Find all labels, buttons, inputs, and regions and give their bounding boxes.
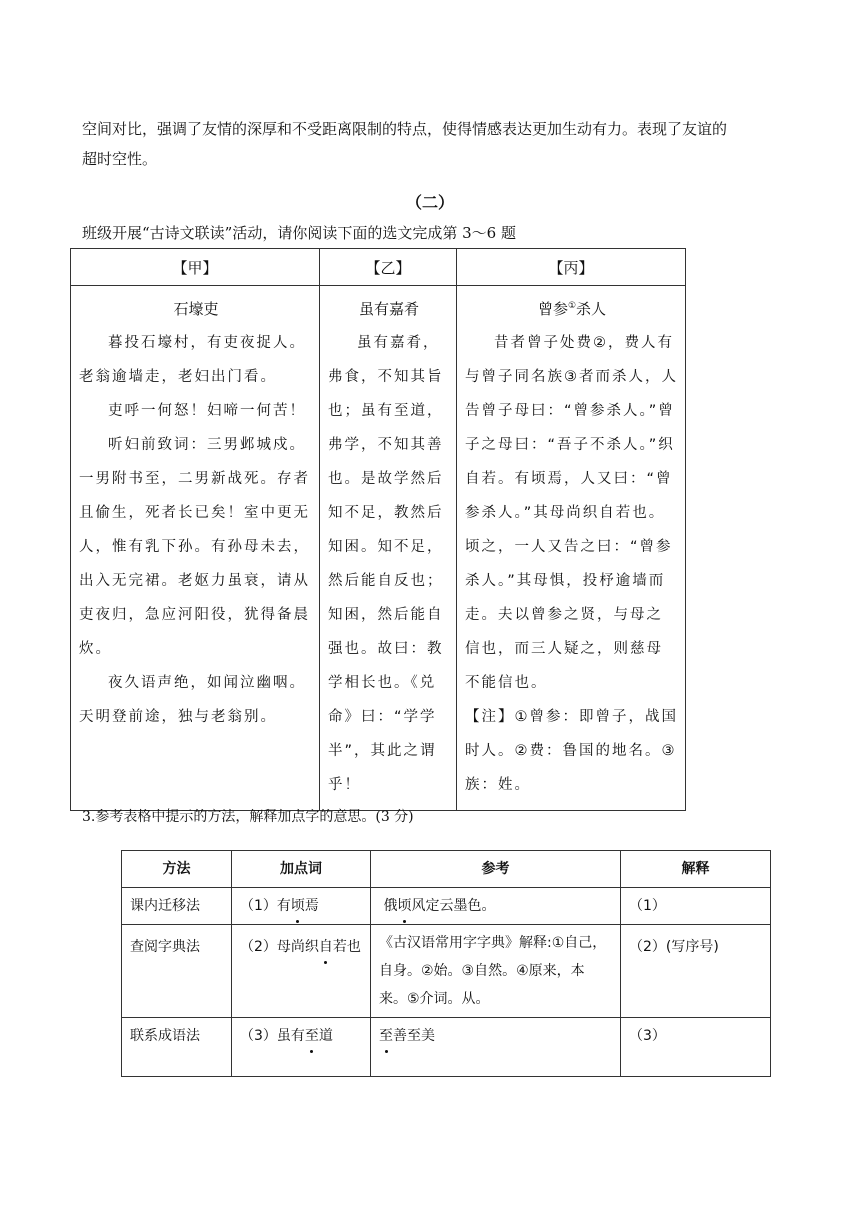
intro-line-1: 空间对比，强调了友情的深厚和不受距离限制的特点，使得情感表达更加生动有力。表现了友谊的: [82, 120, 728, 138]
reference-cell: [371, 925, 621, 1018]
header-bing: 【丙】: [457, 249, 686, 286]
dotted-char: 至: [305, 1022, 319, 1050]
yi-paragraph-1: 虽有嘉肴，弗食，不知其旨也；虽有至道，弗学，不知其善也。是故学然后知不足，教然后知困。知不足，然后能自反也；知困，然后能自强也。故曰：教学相长也。《兑命》曰：“学学半”，其此之谓乎！: [328, 335, 444, 793]
word-cell: [232, 925, 371, 1018]
ref-text: 《古汉语常用字字典》解释:①自己，自身。②始。③自然。④原来，本来。⑤介词。从。: [379, 935, 607, 1007]
word-header: 加点词: [232, 851, 371, 888]
reference-header: 参考: [371, 851, 621, 888]
cell-jia: [71, 286, 320, 811]
yi-title: 虽有嘉肴: [358, 300, 419, 318]
header-jia: 【甲】: [71, 249, 320, 286]
reading-table: [70, 248, 686, 811]
method-header: 方法: [122, 851, 232, 888]
jia-paragraph-1: 暮投石壕村，有吏夜捉人。老翁逾墙走，老妇出门看。: [79, 335, 306, 385]
ref-post: 善至美: [393, 1028, 435, 1044]
method-cell: 查阅字典法: [122, 925, 232, 1018]
answer-cell[interactable]: （2）(写序号): [621, 925, 771, 1018]
jia-paragraph-4: 夜久语声绝，如闻泣幽咽。天明登前途，独与老翁别。: [79, 675, 306, 725]
reference-cell: [371, 888, 621, 925]
word-post: 道: [318, 1028, 333, 1044]
word-pre: （1）有: [240, 898, 291, 914]
dotted-char: 顷: [397, 892, 411, 920]
question-3: 3.参考表格中提示的方法，解释加点字的意思。(3 分): [82, 809, 414, 825]
answer-cell[interactable]: （3）: [621, 1018, 771, 1077]
reference-cell: [371, 1018, 621, 1077]
bing-title-note-mark: ①: [567, 301, 577, 311]
word-cell: [232, 1018, 371, 1077]
method-cell: 课内迁移法: [122, 888, 232, 925]
section-title: （二）: [405, 193, 454, 212]
cell-yi: [320, 286, 457, 811]
answer-cell[interactable]: （1）: [621, 888, 771, 925]
jia-paragraph-2: 吏呼一何怒！妇啼一何苦！: [108, 403, 306, 419]
intro-line-2: 超时空性。: [82, 150, 158, 168]
table-row: [122, 888, 771, 925]
ref-post: 风定云墨色。: [411, 898, 496, 914]
table-row: [122, 1018, 771, 1077]
method-table: [121, 850, 771, 1077]
header-yi: 【乙】: [320, 249, 457, 286]
word-pre: （2）母尚织: [240, 939, 319, 955]
bing-paragraph-1: 昔者曾子处费②，费人有与曾子同名族③者而杀人，人告曾子母曰：“曾参杀人。”曾子之母曰：“吾子不杀人。”织自若。有顷焉，人又曰：“曾参杀人。”其母尚织自若也。顷之，一人又告之曰：“曾参杀人。”其母惧，投杼逾墙而走。夫以曾参之贤，与母之信也，而三人疑之，则慈母不能信也。: [465, 335, 678, 691]
word-post: 若也: [332, 939, 361, 955]
bing-title-pre: 曾参: [537, 300, 568, 318]
jia-paragraph-3: 听妇前致词：三男邺城戍。一男附书至，二男新战死。存者且偷生，死者长已矣！室中更无人，惟有乳下孙。有孙母未去，出入无完裙。老妪力虽衰，请从吏夜归，急应河阳役，犹得备晨炊。: [79, 437, 310, 657]
task-instruction: 班级开展“古诗文联读”活动，请你阅读下面的选文完成第 3～6 题: [82, 224, 516, 242]
table-row: [122, 925, 771, 1018]
word-pre: （3）虽有: [240, 1028, 305, 1044]
word-cell: [232, 888, 371, 925]
cell-bing: [457, 286, 686, 811]
jia-title: 石壕吏: [173, 300, 219, 318]
dotted-char: 至: [379, 1022, 393, 1050]
bing-title: [465, 292, 679, 326]
method-cell: 联系成语法: [122, 1018, 232, 1077]
dotted-char: 自: [319, 933, 333, 961]
answer-header: 解释: [621, 851, 771, 888]
intro-paragraph: [82, 114, 782, 174]
bing-title-post: 杀人: [576, 300, 607, 318]
dotted-char: 顷: [291, 892, 305, 920]
ref-pre: 俄: [383, 898, 398, 914]
bing-note: 【注】①曾参：即曾子，战国时人。②费：鲁国的地名。③族：姓。: [465, 709, 678, 793]
word-post: 焉: [304, 898, 319, 914]
